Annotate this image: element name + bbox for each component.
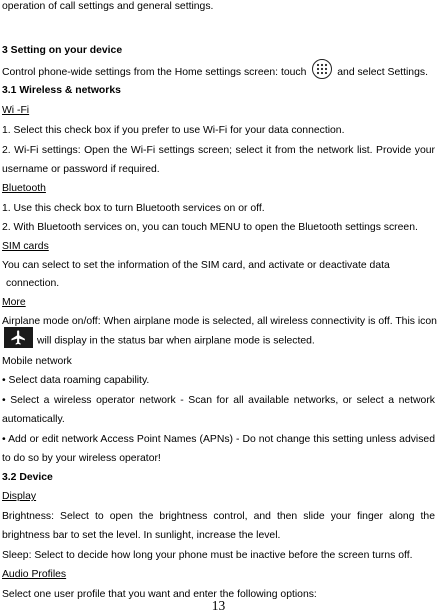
- text-line: 2. With Bluetooth services on, you can touch MENU to open the Bluetooth settings screen.: [2, 222, 418, 233]
- item-heading-audio-profiles: Audio Profiles: [2, 569, 67, 580]
- bullet-line: • Select a wireless operator network - Scan for all available networks, or select a network: [2, 395, 435, 406]
- text-line: username or password if required.: [2, 164, 160, 175]
- text-line: Select one user profile that you want and enter the following options:: [2, 589, 317, 600]
- text-line: 1. Use this check box to turn Bluetooth services on or off.: [2, 203, 265, 214]
- text-line: to do so by your wireless operator!: [2, 453, 161, 464]
- text-line: Brightness: Select to open the brightness control, and then slide your finger along the: [2, 511, 435, 522]
- text-line: brightness bar to set the level. In sunlight, increase the level.: [2, 530, 281, 541]
- item-heading-mobile-network: Mobile network: [2, 356, 72, 367]
- bullet-line: • Select data roaming capability.: [2, 375, 150, 386]
- text-line: Airplane mode on/off: When airplane mode is selected, all wireless connectivity is off. This icon: [2, 316, 437, 327]
- text-fragment: Control phone-wide settings from the Home settings screen: touch: [2, 66, 307, 78]
- bullet-line: • Add or edit network Access Point Names (APNs) - Do not change this setting unless advised: [2, 434, 435, 445]
- item-heading-display: Display: [2, 491, 37, 502]
- text-line: [2, 333, 435, 348]
- text-fragment: and select Settings.: [337, 66, 428, 78]
- item-heading-more: More: [2, 297, 26, 308]
- text-fragment: will display in the status bar when airplane mode is selected.: [37, 335, 315, 347]
- text-line: operation of call settings and general settings.: [2, 1, 214, 12]
- item-heading-sim-cards: SIM cards: [2, 241, 49, 252]
- page-number: 13: [211, 598, 226, 613]
- item-heading-bluetooth: Bluetooth: [2, 183, 46, 194]
- apps-grid-icon: [312, 59, 332, 79]
- text-line: [2, 65, 435, 79]
- subsection-heading: 3.2 Device: [2, 472, 53, 483]
- text-line: automatically.: [2, 414, 65, 425]
- text-line: 1. Select this check box if you prefer to use Wi-Fi for your data connection.: [2, 125, 345, 136]
- section-heading: 3 Setting on your device: [2, 45, 123, 56]
- item-heading-wifi: Wi -Fi: [2, 105, 30, 116]
- text-line: 2. Wi-Fi settings: Open the Wi-Fi settings screen; select it from the network list. Provide your: [2, 145, 435, 156]
- text-line: connection.: [6, 278, 60, 289]
- subsection-heading: 3.1 Wireless & networks: [2, 85, 121, 96]
- text-line: You can select to set the information of the SIM card, and activate or deactivate data: [2, 260, 390, 271]
- text-line: Sleep: Select to decide how long your phone must be inactive before the screen turns off.: [2, 550, 413, 561]
- airplane-icon: [4, 327, 33, 348]
